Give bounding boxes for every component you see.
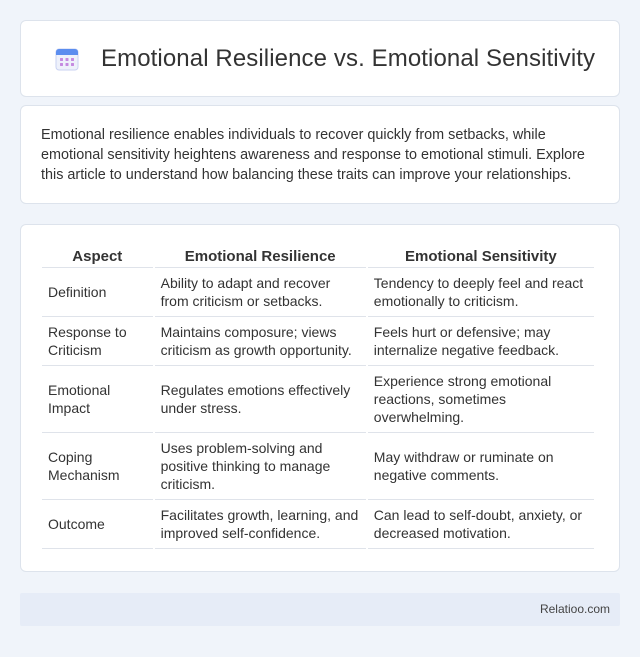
cell-sensitivity: Experience strong emotional reactions, sometimes overwhelming. [368, 366, 594, 433]
cell-sensitivity: May withdraw or ruminate on negative comments. [368, 433, 594, 500]
cell-sensitivity: Can lead to self-doubt, anxiety, or decreased motivation. [368, 500, 594, 549]
cell-aspect: Response to Criticism [42, 317, 153, 366]
cell-aspect: Outcome [42, 500, 153, 549]
page-title: Emotional Resilience vs. Emotional Sensitivity [101, 44, 596, 72]
table-row [42, 317, 594, 366]
cell-resilience: Uses problem-solving and positive thinking to manage criticism. [155, 433, 366, 500]
cell-resilience: Regulates emotions effectively under stress. [155, 366, 366, 433]
table-header-row [42, 248, 594, 268]
cell-aspect: Definition [42, 268, 153, 317]
header-card [20, 20, 620, 97]
column-header-aspect: Aspect [42, 248, 153, 268]
cell-sensitivity: Tendency to deeply feel and react emotionally to criticism. [368, 268, 594, 317]
table-row [42, 433, 594, 500]
cell-aspect: Emotional Impact [42, 366, 153, 433]
cell-aspect: Coping Mechanism [42, 433, 153, 500]
footer-site-link[interactable]: Relatioo.com [539, 602, 610, 616]
comparison-table [40, 248, 596, 549]
intro-card [20, 105, 620, 204]
cell-resilience: Maintains composure; views criticism as growth opportunity. [155, 317, 366, 366]
cell-resilience: Facilitates growth, learning, and improved self-confidence. [155, 500, 366, 549]
column-header-resilience: Emotional Resilience [155, 248, 366, 268]
cell-sensitivity: Feels hurt or defensive; may internalize negative feedback. [368, 317, 594, 366]
table-row [42, 366, 594, 433]
intro-text: Emotional resilience enables individuals to recover quickly from setbacks, while emotional sensitivity heightens awareness and response to emotional stimuli. Explore this article to understand how balancing these traits can improve your relationships. [41, 127, 585, 183]
calendar-icon [55, 47, 79, 71]
footer [20, 593, 620, 626]
table-row [42, 268, 594, 317]
column-header-sensitivity: Emotional Sensitivity [368, 248, 594, 268]
cell-resilience: Ability to adapt and recover from criticism or setbacks. [155, 268, 366, 317]
comparison-table-card [20, 224, 620, 572]
table-row [42, 500, 594, 549]
